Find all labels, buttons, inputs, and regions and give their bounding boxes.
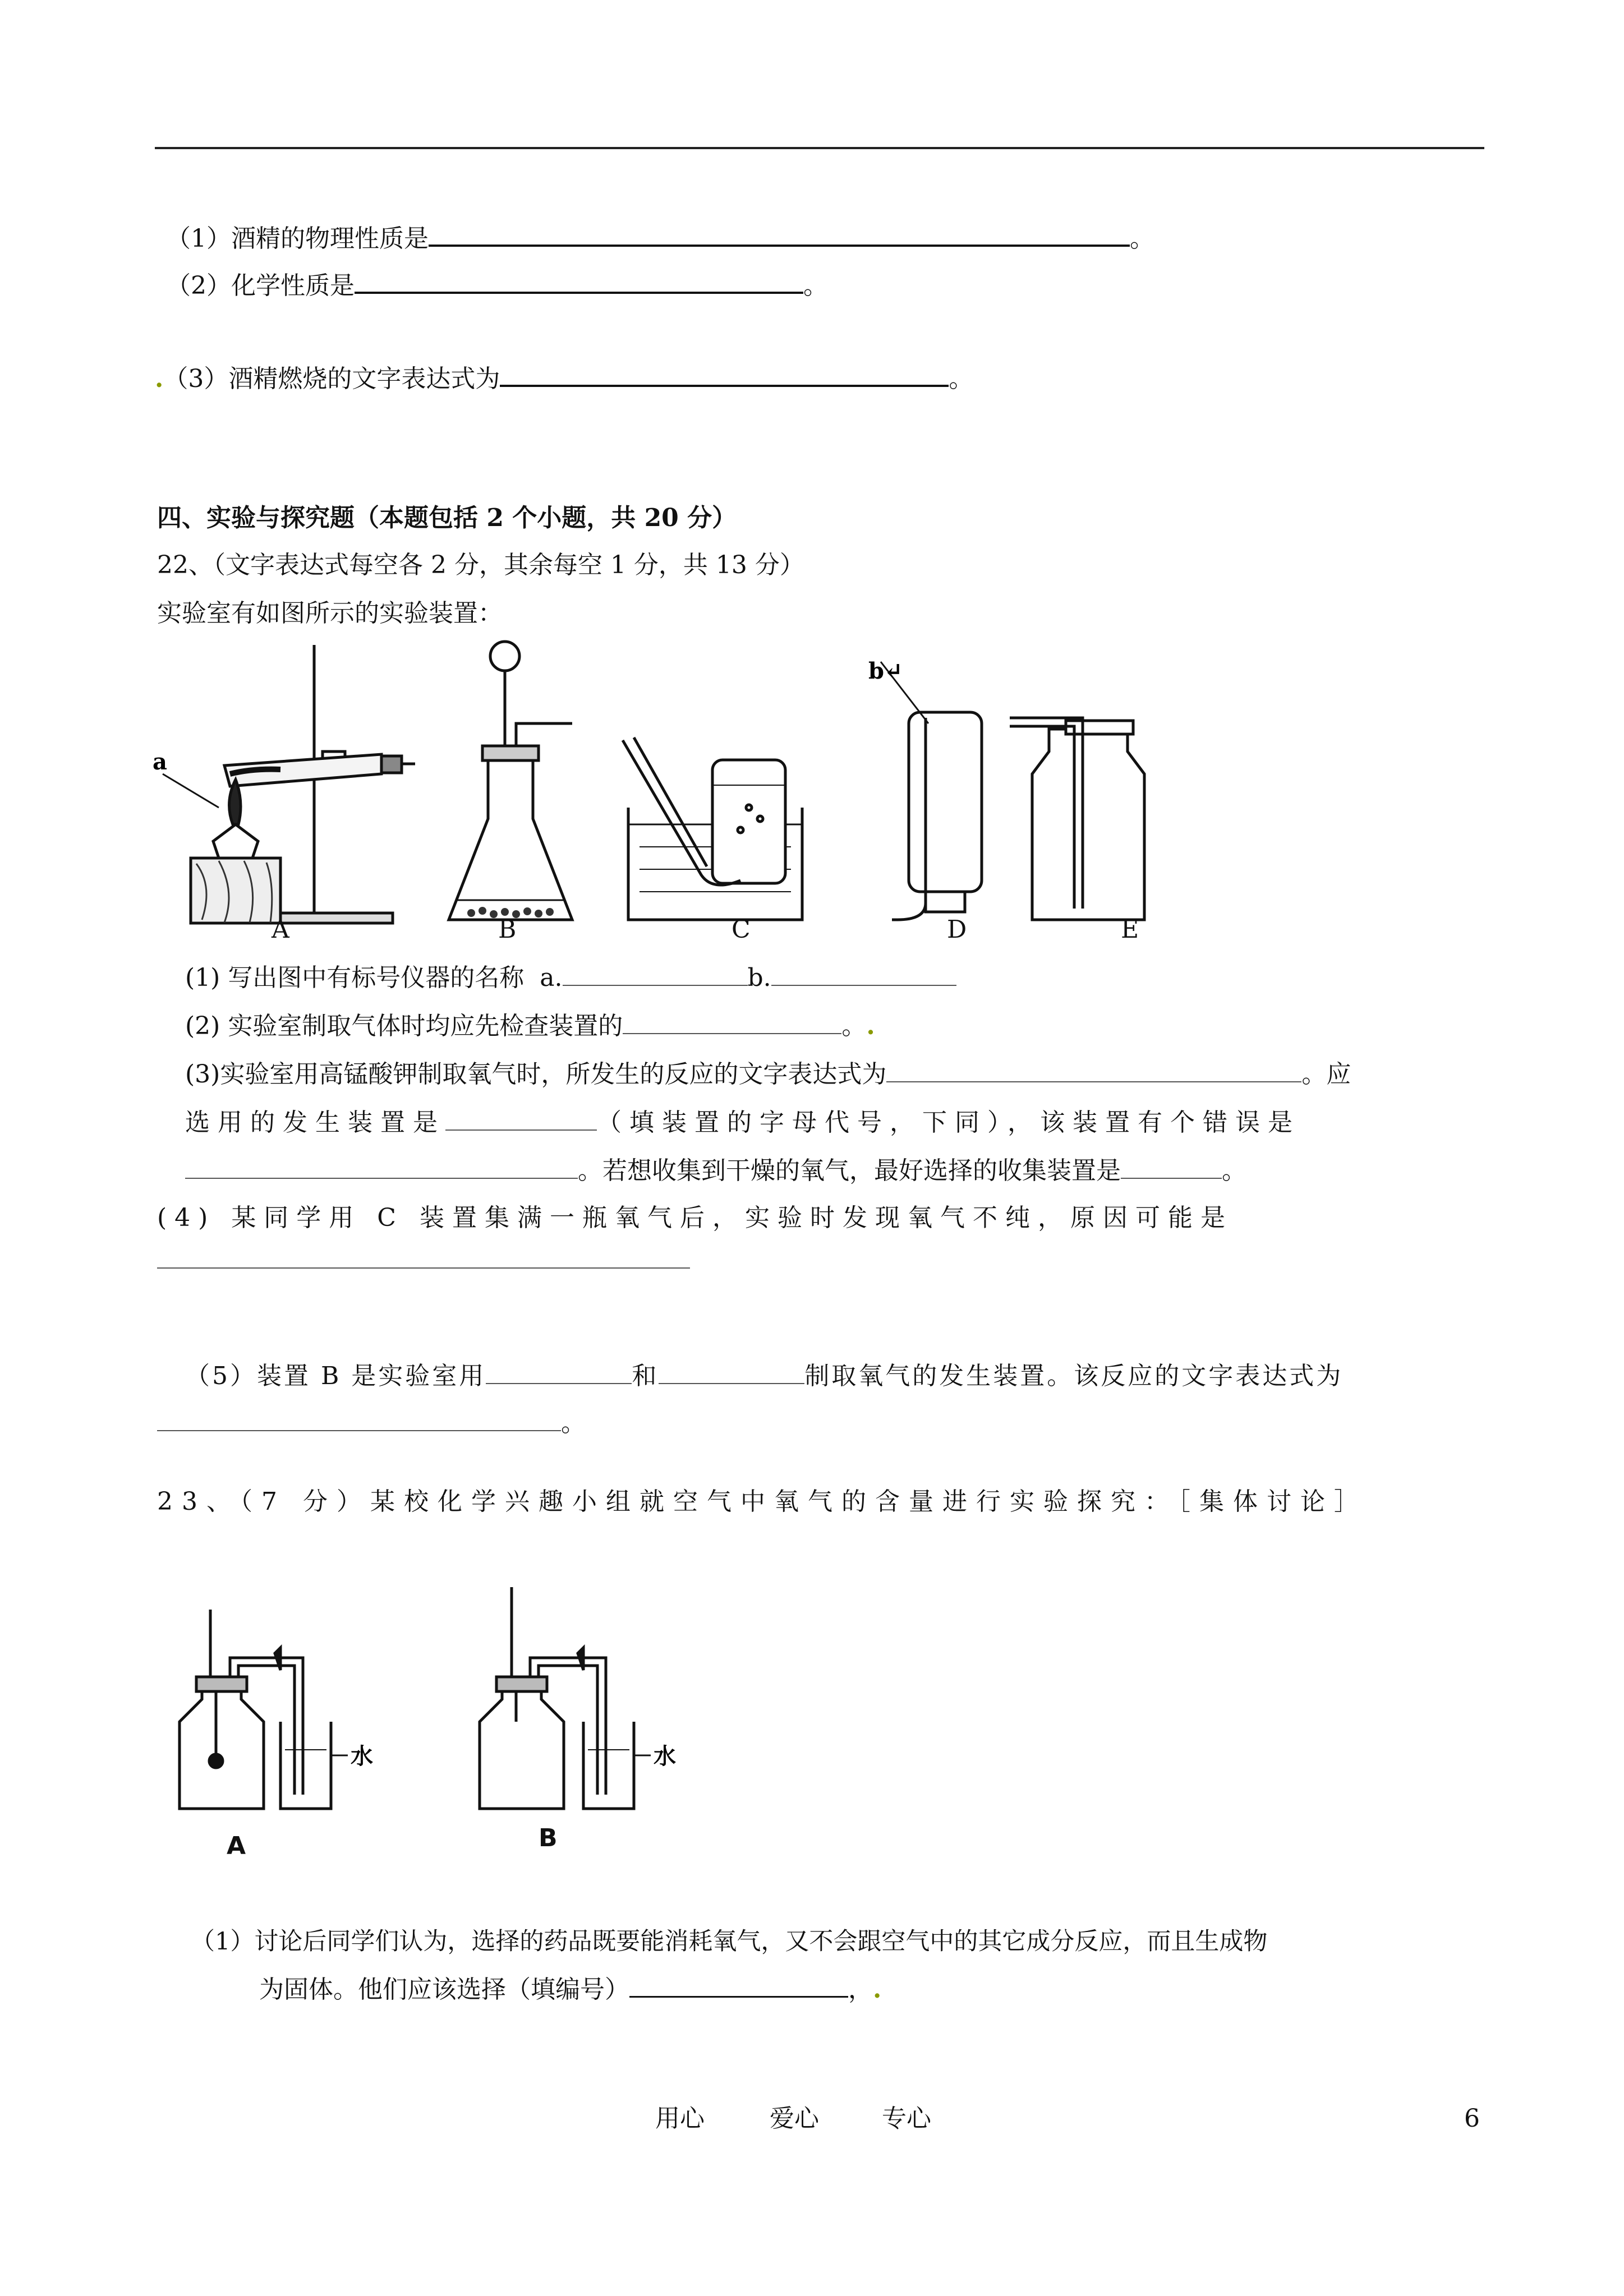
- question-end: 。: [803, 271, 828, 300]
- question-1-1: [166, 222, 1154, 256]
- footer-item: 用心: [655, 2104, 705, 2133]
- answer-blank-1[interactable]: [486, 1361, 632, 1384]
- answer-blank[interactable]: [629, 1974, 848, 1998]
- blank-label-a: a.: [540, 963, 563, 992]
- q22-part-5b: [157, 1407, 586, 1440]
- question-1-2: [166, 269, 828, 303]
- answer-blank[interactable]: [157, 1408, 561, 1431]
- question-end: 。应: [1301, 1060, 1351, 1089]
- question-end: 。: [1222, 1156, 1246, 1185]
- answer-blank-2[interactable]: [1121, 1155, 1222, 1179]
- question-text: (2) 实验室制取气体时均应先检查装置的: [185, 1012, 623, 1040]
- q23-header: 23、（7 分）某校化学兴趣小组就空气中氧气的含量进行实验探究：［集体讨论］: [157, 1487, 1368, 1516]
- footer-item: 专心: [882, 2104, 931, 2133]
- q22-part-3c: [185, 1154, 1246, 1188]
- footer-item: 爱心: [770, 2104, 819, 2133]
- q22-intro: 实验室有如图所示的实验装置：: [157, 599, 503, 628]
- answer-blank[interactable]: [429, 222, 1130, 247]
- answer-blank-2[interactable]: [659, 1361, 804, 1384]
- marker-dot: .: [866, 1012, 875, 1040]
- q22-part-3b: [185, 1106, 1300, 1140]
- question-end: 。: [841, 1012, 867, 1040]
- apparatus-figure: [146, 639, 1200, 931]
- question-text: (3)实验室用高锰酸钾制取氧气时，所发生的反应的文字表达式为: [185, 1060, 887, 1089]
- blank-label-b: b.: [747, 963, 771, 992]
- answer-blank-a[interactable]: [563, 962, 748, 986]
- caption-a: A: [272, 915, 289, 944]
- q23-part-1a: （1）讨论后同学们认为，选择的药品既要能消耗氧气，又不会跟空气中的其它成分反应，而且生成物: [191, 1928, 1268, 1956]
- answer-blank[interactable]: [355, 269, 803, 294]
- apparatus-d: [881, 662, 982, 920]
- label-a: a: [153, 749, 167, 775]
- caption-23b: B: [539, 1824, 558, 1852]
- water-label-b: 水: [654, 1744, 676, 1769]
- oxygen-experiment-figure: [168, 1587, 729, 1845]
- question-text: 为固体。他们应该选择（填编号）: [259, 1975, 629, 2004]
- caption-c: C: [732, 915, 751, 944]
- apparatus-a: [163, 645, 415, 923]
- question-text-2: 和: [632, 1362, 659, 1390]
- question-end: 。: [1130, 224, 1154, 253]
- caption-b: B: [498, 915, 517, 944]
- q22-part-2: [185, 1009, 875, 1043]
- apparatus-23a: [180, 1610, 348, 1809]
- apparatus-c: [623, 737, 802, 920]
- answer-blank[interactable]: [445, 1107, 597, 1131]
- question-text: （5）装置 B 是实验室用: [185, 1362, 486, 1390]
- question-text: (4) 某同学用 C 装置集满一瓶氧气后，实验时发现氧气不纯，原因可能是: [157, 1204, 1233, 1232]
- apparatus-e: [1010, 718, 1144, 920]
- question-text: 选用的发生装置是: [185, 1108, 445, 1137]
- answer-blank[interactable]: [886, 1059, 1301, 1082]
- q22-part-1: [185, 961, 956, 995]
- question-end: 。: [561, 1409, 586, 1437]
- answer-blank-b[interactable]: [771, 962, 956, 986]
- marker-dot: .: [873, 1975, 882, 2004]
- q22-header: 22、（文字表达式每空各 2 分，其余每空 1 分，共 13 分）: [157, 551, 804, 579]
- header-rule: [155, 147, 1484, 149]
- question-end: ，: [848, 1975, 873, 2004]
- q23-part-1b: [259, 1973, 881, 2007]
- label-b: b↵: [868, 658, 903, 684]
- q22-part-4: [157, 1201, 1233, 1235]
- page-number: 6: [1464, 2104, 1480, 2133]
- q22-part-5a: [185, 1359, 1343, 1393]
- marker-dot: .: [155, 365, 164, 393]
- question-text: （3）酒精燃烧的文字表达式为: [163, 365, 500, 393]
- question-text: （1）酒精的物理性质是: [166, 224, 429, 253]
- q22-part-3a: [185, 1058, 1351, 1091]
- caption-e: E: [1121, 915, 1139, 944]
- question-text: 。若想收集到干燥的氧气，最好选择的收集装置是: [578, 1156, 1121, 1185]
- question-text-3: 制取氧气的发生装置。该反应的文字表达式为: [804, 1362, 1344, 1390]
- answer-blank[interactable]: [500, 362, 949, 387]
- question-text: (1) 写出图中有标号仪器的名称: [185, 963, 525, 992]
- apparatus-23b: [480, 1587, 651, 1809]
- answer-blank[interactable]: [185, 1155, 578, 1179]
- question-text: （2）化学性质是: [166, 271, 355, 300]
- question-end: 。: [949, 365, 974, 393]
- apparatus-b: [449, 642, 572, 920]
- answer-blank[interactable]: [623, 1011, 841, 1034]
- water-label-a: 水: [351, 1744, 373, 1769]
- question-text-2: （填装置的字母代号，下同），该装置有个错误是: [597, 1108, 1300, 1137]
- question-1-3: [155, 362, 973, 396]
- caption-23a: A: [227, 1832, 246, 1860]
- caption-d: D: [947, 915, 967, 944]
- q22-part-4-blank[interactable]: [157, 1267, 690, 1269]
- section-title: 四、实验与探究题（本题包括 2 个小题，共 20 分）: [157, 504, 737, 532]
